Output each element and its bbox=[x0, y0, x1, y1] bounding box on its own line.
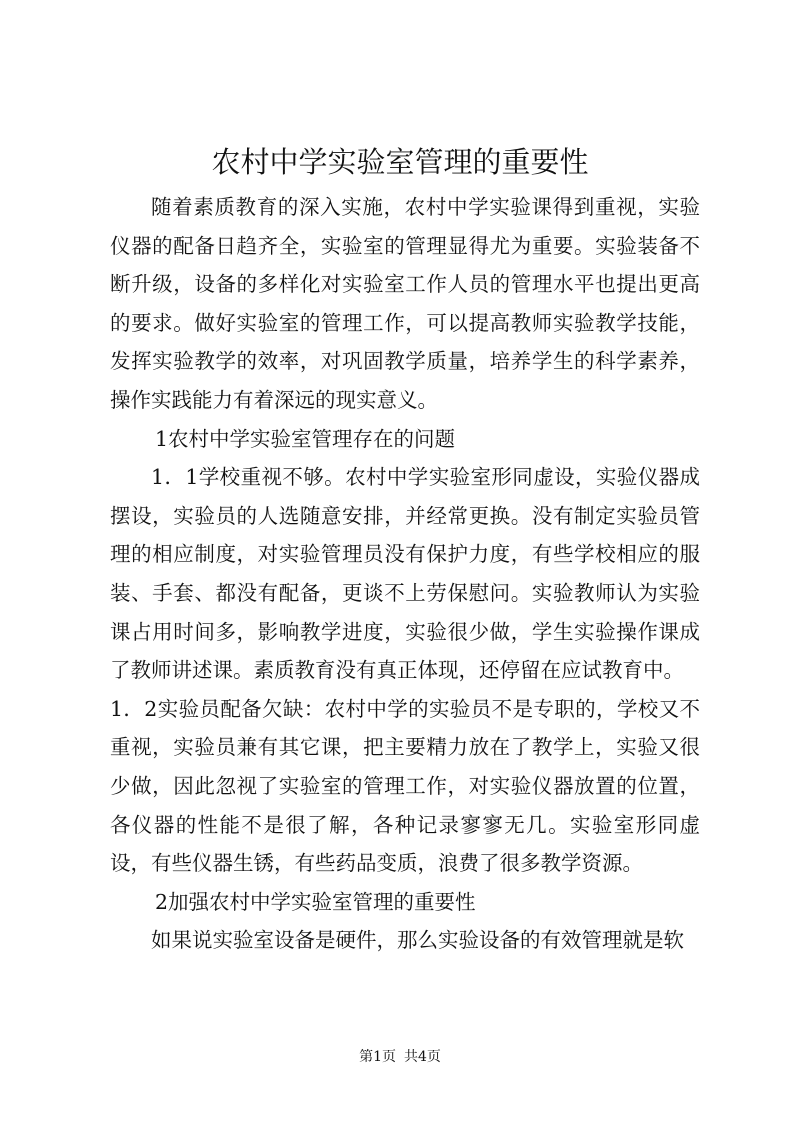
document-title: 农村中学实验室管理的重要性 bbox=[211, 145, 589, 179]
section-heading-1: 1农村中学实验室管理存在的问题 bbox=[155, 426, 456, 451]
paragraph-intro: 随着素质教育的深入实施，农村中学实验课得到重视，实验仪器的配备日趋齐全，实验室的管理显得尤为重要。实验装备不断升级，设备的多样化对实验室工作人员的管理水平也提出更高的要求。做好实验室的管理工作，可以提高教师实验教学技能，发挥实验教学的效率，对巩固教学质量，培养学生的科学素养，操作实践能力有着深远的现实意义。 bbox=[110, 195, 700, 412]
paragraph-2-intro: 如果说实验室设备是硬件，那么实验设备的有效管理就是软 bbox=[151, 928, 684, 953]
paragraph-1-1: 1．1学校重视不够。农村中学实验室形同虚设，实验仪器成摆设，实验员的人选随意安排，并经常更换。没有制定实验员管理的相应制度，对实验管理员没有保护力度，有些学校相应的服装、手套、都没有配备，更谈不上劳保慰问。实验教师认为实验课占用时间多，影响教学进度，实验很少做，学生实验操作课成了教师讲述课。素质教育没有真正体现，还停留在应试教育中。 bbox=[110, 465, 700, 683]
page-number: 第1页 bbox=[359, 1049, 396, 1065]
page-total: 共4页 bbox=[404, 1049, 441, 1065]
page-footer bbox=[0, 1047, 800, 1067]
document-body bbox=[110, 188, 700, 960]
section-heading-2: 2加强农村中学实验室管理的重要性 bbox=[155, 889, 476, 914]
paragraph-1-2: 1．2实验员配备欠缺：农村中学的实验员不是专职的，学校又不重视，实验员兼有其它课，把主要精力放在了教学上，实验又很少做，因此忽视了实验室的管理工作，对实验仪器放置的位置，各仪器的性能不是很了解，各种记录寥寥无几。实验室形同虚设，有些仪器生锈，有些药品变质，浪费了很多教学资源。 bbox=[110, 696, 700, 876]
